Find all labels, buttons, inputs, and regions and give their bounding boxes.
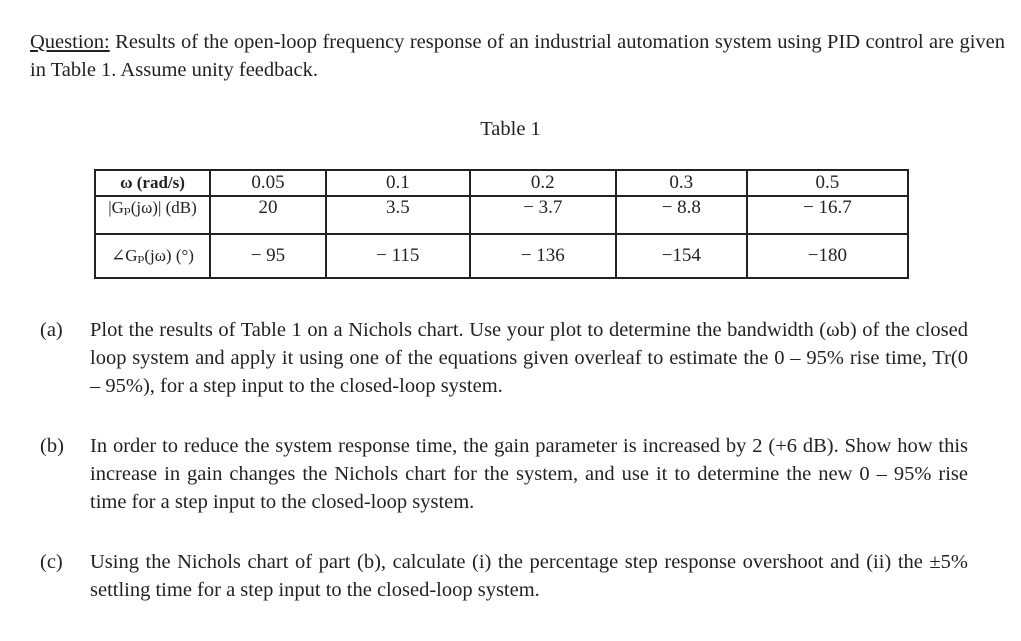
question-text — [30, 28, 1005, 84]
part-label: (b) — [40, 435, 64, 457]
part-label: (c) — [40, 551, 63, 573]
row-header-phase: ∠Gₚ(jω) (°) — [95, 234, 210, 278]
part-b — [40, 432, 968, 516]
table-cell: 0.2 — [470, 170, 616, 196]
table-cell: − 16.7 — [747, 196, 908, 234]
question-body: Results of the open-loop frequency response of an industrial automation system using PID control are given in Table 1. Assume unity feedback. — [30, 31, 1005, 81]
part-text: In order to reduce the system response time, the gain parameter is increased by 2 (+6 dB). Show how this increase in gain changes the Nichols chart for the system, and use it to determine the new 0 – 95% rise time for a step input to the closed-loop system. — [90, 435, 968, 513]
table-cell: 0.05 — [210, 170, 326, 196]
table-row-magnitude — [95, 196, 908, 234]
part-text: Using the Nichols chart of part (b), calculate (i) the percentage step response overshoot and (ii) the ±5% settling time for a step input to the closed-loop system. — [90, 551, 968, 601]
row-header-magnitude: |Gₚ(jω)| (dB) — [95, 196, 210, 234]
table-cell: 3.5 — [326, 196, 470, 234]
question-label: Question: — [30, 31, 110, 53]
part-text: Plot the results of Table 1 on a Nichols chart. Use your plot to determine the bandwidth (ωb) of the closed loop system and apply it using one of the equations given overleaf to estimate the 0 – 95% rise time, Tr(0 – 95%), for a step input to the closed-loop system. — [90, 319, 968, 397]
part-a — [40, 316, 968, 400]
table-cell: − 3.7 — [470, 196, 616, 234]
table-cell: 20 — [210, 196, 326, 234]
table-cell: 0.1 — [326, 170, 470, 196]
table-cell: − 136 — [470, 234, 616, 278]
table-cell: 0.3 — [616, 170, 747, 196]
table-cell: − 95 — [210, 234, 326, 278]
part-c — [40, 548, 968, 604]
question-parts — [40, 316, 968, 636]
table-caption: Table 1 — [480, 118, 541, 140]
table-cell: 0.5 — [747, 170, 908, 196]
table-cell: −154 — [616, 234, 747, 278]
row-header-omega: ω (rad/s) — [95, 170, 210, 196]
table-cell: − 115 — [326, 234, 470, 278]
table-cell: − 8.8 — [616, 196, 747, 234]
table-row-phase — [95, 234, 908, 278]
table-cell: −180 — [747, 234, 908, 278]
frequency-response-table — [94, 169, 909, 279]
part-label: (a) — [40, 319, 63, 341]
table-row-omega — [95, 170, 908, 196]
